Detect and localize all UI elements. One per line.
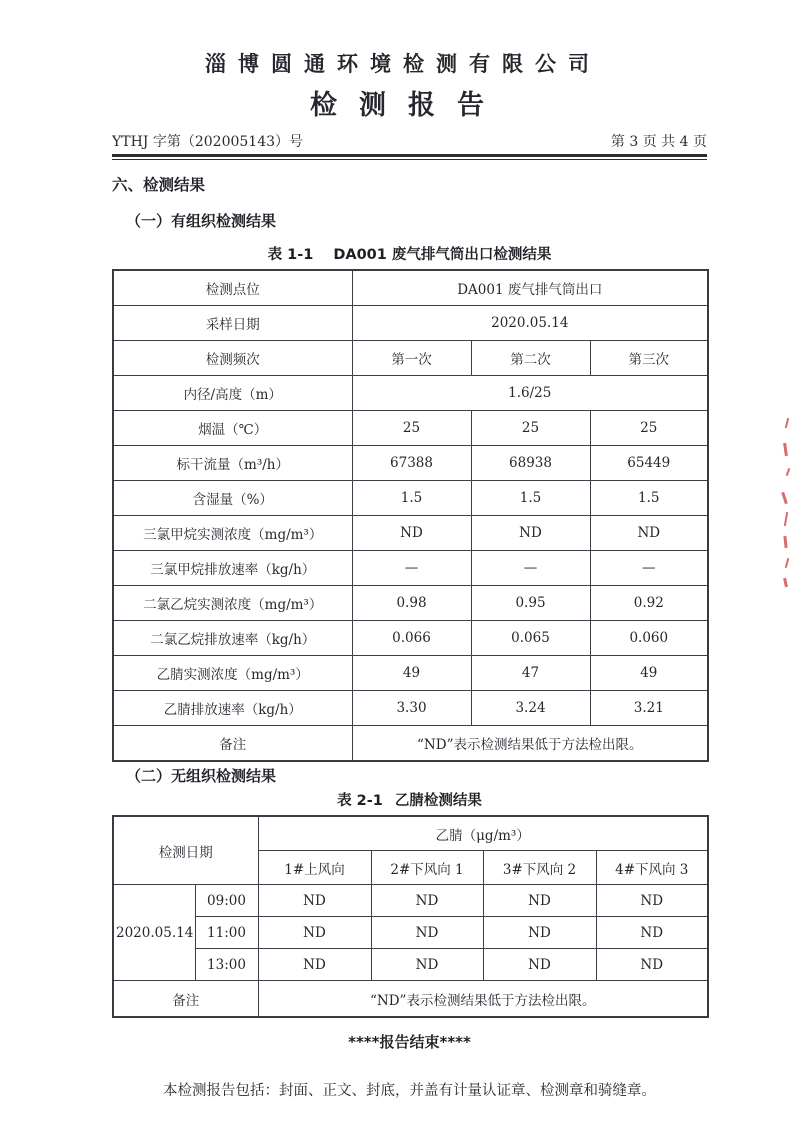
cell-value: ND <box>590 516 708 551</box>
cell-label: 三氯甲烷排放速率（kg/h） <box>113 551 352 586</box>
cell-value: ND <box>471 516 590 551</box>
cell-label: 备注 <box>113 726 352 762</box>
cell-value: 1.5 <box>590 481 708 516</box>
report-title: 检测报告 <box>310 90 506 121</box>
cell-label: 乙腈实测浓度（mg/m³） <box>113 656 352 691</box>
cell-label: 标干流量（m³/h） <box>113 446 352 481</box>
table-row <box>113 949 708 981</box>
cell-label: 乙腈排放速率（kg/h） <box>113 691 352 726</box>
table-row <box>113 270 708 306</box>
red-seal-mark-icon <box>785 558 790 568</box>
cell-value: DA001 废气排气筒出口 <box>352 270 708 306</box>
cell-value: 49 <box>352 656 471 691</box>
cell-note: “ND”表示检测结果低于方法检出限。 <box>352 726 708 762</box>
cell-label: 二氯乙烷实测浓度（mg/m³） <box>113 586 352 621</box>
cell-value: 3.30 <box>352 691 471 726</box>
cell-direction-header: 3#下风向 2 <box>483 851 596 885</box>
cell-label: 内径/高度（m） <box>113 376 352 411</box>
cell-value: 47 <box>471 656 590 691</box>
report-end-line: ****报告结束**** <box>348 1033 471 1051</box>
cell-analyte-header: 乙腈（μg/m³） <box>258 816 708 851</box>
cell-value: 第三次 <box>590 341 708 376</box>
cell-value: 0.92 <box>590 586 708 621</box>
cell-value: 65449 <box>590 446 708 481</box>
cell-value: ND <box>352 516 471 551</box>
table-unorganized-results <box>112 815 709 1018</box>
table1-caption-text: DA001 废气排气筒出口检测结果 <box>333 247 552 263</box>
cell-value: — <box>590 551 708 586</box>
table-row <box>113 981 708 1018</box>
cell-value: 0.95 <box>471 586 590 621</box>
cell-label: 采样日期 <box>113 306 352 341</box>
cell-time: 09:00 <box>195 885 258 917</box>
table-header-row <box>113 816 708 851</box>
cell-value: ND <box>258 917 371 949</box>
cell-value: ND <box>371 917 483 949</box>
section-heading-results: 六、检测结果 <box>112 176 206 194</box>
table-row <box>113 376 708 411</box>
cell-time: 13:00 <box>195 949 258 981</box>
header-meta-row <box>112 131 707 151</box>
cell-label: 含湿量（%） <box>113 481 352 516</box>
cell-label: 三氯甲烷实测浓度（mg/m³） <box>113 516 352 551</box>
cell-value: 3.21 <box>590 691 708 726</box>
cell-value: ND <box>596 949 708 981</box>
table-row <box>113 551 708 586</box>
cell-value: ND <box>483 949 596 981</box>
cell-date-header: 检测日期 <box>113 816 258 885</box>
subsection-heading-organized: （一）有组织检测结果 <box>126 212 277 230</box>
cell-label: 备注 <box>113 981 258 1018</box>
cell-value: 0.065 <box>471 621 590 656</box>
cell-label: 烟温（℃） <box>113 411 352 446</box>
cell-value: 第二次 <box>471 341 590 376</box>
cell-value: — <box>352 551 471 586</box>
cell-value: 1.6/25 <box>352 376 708 411</box>
red-seal-mark-icon <box>783 536 787 548</box>
cell-value: 第一次 <box>352 341 471 376</box>
cell-direction-header: 2#下风向 1 <box>371 851 483 885</box>
table-row <box>113 481 708 516</box>
cell-value: 0.060 <box>590 621 708 656</box>
cell-value: 3.24 <box>471 691 590 726</box>
cell-value: 0.98 <box>352 586 471 621</box>
table2-caption-text: 乙腈检测结果 <box>394 793 482 809</box>
cell-value: 67388 <box>352 446 471 481</box>
cell-value: ND <box>596 917 708 949</box>
table-row <box>113 411 708 446</box>
red-seal-mark-icon <box>781 492 788 504</box>
cell-value: ND <box>596 885 708 917</box>
red-seal-mark-icon <box>785 418 789 428</box>
table1-caption-number: 表 1-1 <box>267 247 314 263</box>
cell-label: 检测频次 <box>113 341 352 376</box>
cell-value: 25 <box>471 411 590 446</box>
table-row <box>113 516 708 551</box>
table-row <box>113 341 708 376</box>
company-name: 淄博圆通环境检测有限公司 <box>205 51 601 76</box>
cell-label: 二氯乙烷排放速率（kg/h） <box>113 621 352 656</box>
cell-value: ND <box>258 885 371 917</box>
cell-value: ND <box>483 885 596 917</box>
cell-value: 1.5 <box>352 481 471 516</box>
table-row <box>113 621 708 656</box>
cell-value: — <box>471 551 590 586</box>
cell-value: 0.066 <box>352 621 471 656</box>
table-row <box>113 656 708 691</box>
page-content <box>112 131 707 1100</box>
cell-value: 1.5 <box>471 481 590 516</box>
red-seal-mark-icon <box>784 512 788 526</box>
report-footer-note: 本检测报告包括：封面、正文、封底，并盖有计量认证章、检测章和骑缝章。 <box>163 1083 656 1099</box>
subsection-heading-unorganized: （二）无组织检测结果 <box>126 767 277 785</box>
table-row <box>113 446 708 481</box>
table-organized-results <box>112 269 709 762</box>
cell-value: 25 <box>590 411 708 446</box>
table-row <box>113 726 708 762</box>
table1-caption <box>112 243 707 264</box>
table-row <box>113 885 708 917</box>
cell-value: 49 <box>590 656 708 691</box>
cell-direction-header: 1#上风向 <box>258 851 371 885</box>
cell-value: ND <box>371 949 483 981</box>
table-row <box>113 917 708 949</box>
table2-caption-number: 表 2-1 <box>337 793 383 809</box>
table-row <box>113 306 708 341</box>
cell-value: ND <box>258 949 371 981</box>
header-divider <box>112 154 707 160</box>
page-number: 第 3 页 共 4 页 <box>610 134 707 150</box>
cell-time: 11:00 <box>195 917 258 949</box>
cell-label: 检测点位 <box>113 270 352 306</box>
cell-note: “ND”表示检测结果低于方法检出限。 <box>258 981 708 1018</box>
report-number: YTHJ 字第（202005143）号 <box>112 134 304 150</box>
table-row <box>113 691 708 726</box>
table2-caption <box>112 789 707 810</box>
table-row <box>113 586 708 621</box>
cell-value: ND <box>483 917 596 949</box>
cell-date: 2020.05.14 <box>113 885 195 981</box>
cell-value: ND <box>371 885 483 917</box>
cell-value: 25 <box>352 411 471 446</box>
cell-direction-header: 4#下风向 3 <box>596 851 708 885</box>
cell-value: 2020.05.14 <box>352 306 708 341</box>
red-seal-mark-icon <box>783 443 788 456</box>
red-seal-mark-icon <box>783 578 788 587</box>
red-seal-mark-icon <box>786 468 791 476</box>
cell-value: 68938 <box>471 446 590 481</box>
